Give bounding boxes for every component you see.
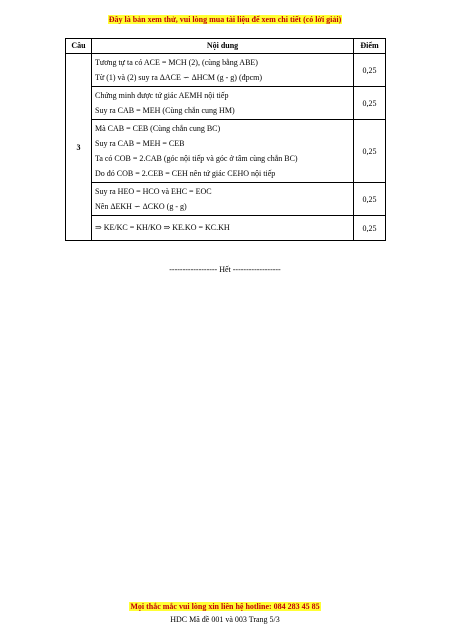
- top-banner-text: Đây là bản xem thử, vui lòng mua tài liệu để xem chi tiết (có lời giải): [108, 15, 342, 24]
- content-line: Suy ra CAB = MEH = CEB: [95, 139, 185, 148]
- question-number: 3: [66, 54, 92, 241]
- end-marker: ------------------ Hết ------------------: [169, 265, 281, 274]
- content-line: Nên ΔEKH ∽ ΔCKO (g - g): [95, 202, 187, 211]
- table-row: [66, 87, 386, 120]
- table-row: [66, 183, 386, 216]
- content-line: Suy ra HEO = HCO và EHC = EOC: [95, 187, 212, 196]
- hotline-text: Mọi thắc mắc vui lòng xin liên hệ hotline: 084 283 45 85: [130, 602, 320, 611]
- table-row: [66, 54, 386, 87]
- score-cell: 0,25: [354, 54, 386, 87]
- content-cell: [92, 54, 354, 87]
- score-cell: 0,25: [354, 183, 386, 216]
- bottom-banner: [0, 602, 450, 611]
- page-footer: HDC Mã đề 001 và 003 Trang 5/3: [170, 615, 280, 624]
- content-line: Từ (1) và (2) suy ra ΔACE ∽ ΔHCM (g - g) (đpcm): [95, 73, 263, 82]
- header-score: Điểm: [354, 39, 386, 54]
- content-line: Suy ra CAB = MEH (Cùng chắn cung HM): [95, 106, 235, 115]
- top-banner: [0, 15, 450, 24]
- table-row: [66, 120, 386, 183]
- content-cell: [92, 87, 354, 120]
- header-content: Nội dung: [92, 39, 354, 54]
- table-header-row: [66, 39, 386, 54]
- content-line: Chứng minh được tứ giác AEMH nội tiếp: [95, 91, 229, 100]
- score-cell: 0,25: [354, 216, 386, 241]
- content-line: Tương tự ta có ACE = MCH (2), (cùng bằng ABE): [95, 58, 258, 67]
- content-cell: [92, 216, 354, 241]
- content-cell: [92, 120, 354, 183]
- score-cell: 0,25: [354, 87, 386, 120]
- content-line: Mà CAB = CEB (Cùng chắn cung BC): [95, 124, 221, 133]
- answer-table: [65, 38, 386, 241]
- content-line: Ta có COB = 2.CAB (góc nội tiếp và góc ở tâm cùng chắn BC): [95, 154, 298, 163]
- table-row: [66, 216, 386, 241]
- header-question: Câu: [66, 39, 92, 54]
- content-line: ⇒ KE/KC = KH/KO ⇒ KE.KO = KC.KH: [95, 223, 230, 232]
- content-cell: [92, 183, 354, 216]
- score-cell: 0,25: [354, 120, 386, 183]
- content-line: Do đó COB = 2.CEB = CEH nên tứ giác CEHO nội tiếp: [95, 169, 276, 178]
